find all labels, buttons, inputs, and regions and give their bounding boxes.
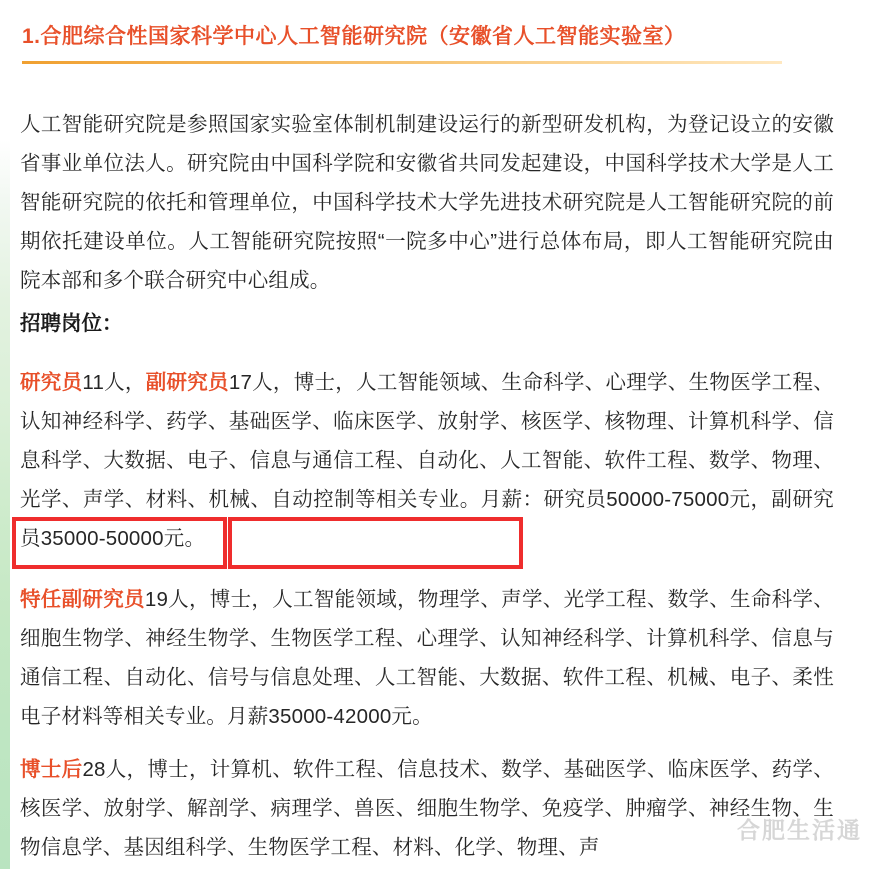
page-title [22,22,842,52]
paragraph-special-associate-researcher [20,580,834,736]
paragraph-postdoc [20,750,834,867]
watermark: 合肥生活通 [737,817,862,843]
job-title-postdoc: 博士后 [20,758,83,781]
paragraph-intro: 人工智能研究院是参照国家实验室体制机制建设运行的新型研发机构，为登记设立的安徽省事业单位法人。研究院由中国科学院和安徽省共同发起建设，中国科学技术大学是人工智能研究院的依托和管理单位，中国科学技术大学先进技术研究院是人工智能研究院的前期依托建设单位。人工智能研究院按照“一院多中心”进行总体布局，即人工智能研究院由院本部和多个联合研究中心组成。 [20,113,834,292]
job-detail-researcher: 17人，博士，人工智能领域、生命科学、心理学、生物医学工程、认知神经科学、药学、基础医学、临床医学、放射学、核医学、核物理、计算机科学、信息科学、大数据、电子、信息与通信工程、自动化、人工智能、软件工程、数学、物理、光学、声学、材料、机械、自动控制等相关专业。月薪：研究员50000-75000元，副研究员35000-50000元。 [20,371,834,550]
job-title-associate-researcher: 副研究员 [145,371,229,394]
job-detail-special-associate-researcher: 19人，博士，人工智能领域，物理学、声学、光学工程、数学、生命科学、细胞生物学、神经生物学、生物医学工程、心理学、认知神经科学、计算机科学、信息与通信工程、自动化、信号与信息处理、人工智能、大数据、软件工程、机械、电子、柔性电子材料等相关专业。月薪35000-42000元。 [20,588,835,728]
job-count-researcher: 11人， [82,371,146,394]
job-detail-postdoc: 28人，博士，计算机、软件工程、信息技术、数学、基础医学、临床医学、药学、核医学、放射学、解剖学、病理学、兽医、细胞生物学、免疫学、肿瘤学、神经生物、生物信息学、基因组科学、生物医学工程、材料、化学、物理、声 [20,758,834,859]
paragraph-researcher [20,363,834,558]
job-title-researcher: 研究员 [20,371,83,394]
job-title-special-associate-researcher: 特任副研究员 [20,588,145,611]
heading-text: 合肥综合性国家科学中心人工智能研究院（安徽省人工智能实验室） [40,25,686,48]
section-label-positions: 招聘岗位： [20,312,123,335]
heading-block [22,22,842,64]
heading-number: 1. [22,25,41,48]
heading-underline-rule [22,61,782,64]
